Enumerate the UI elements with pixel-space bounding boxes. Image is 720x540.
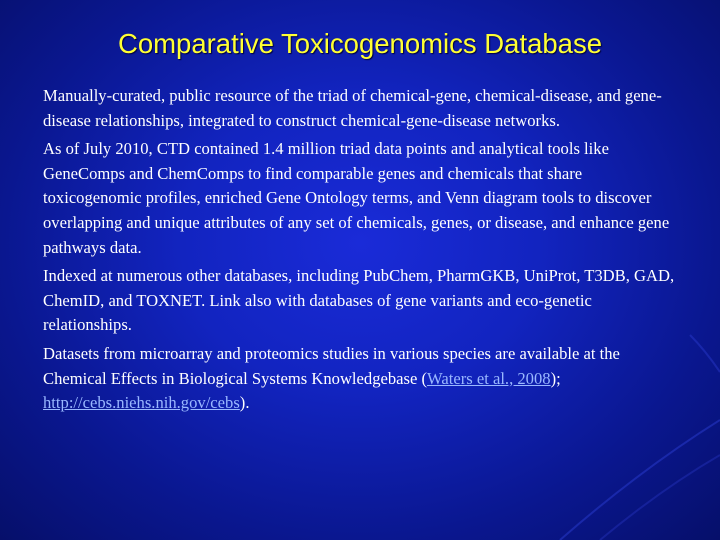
closing-text: ). [239,393,250,413]
paragraph-triad-description: Manually-curated, public resource of the triad of chemical-gene, chemical-disease, and gene-disease relationships, integrated to construct chemical-gene-disease networks. [43,86,662,130]
link-separator: ); [550,368,561,388]
slide-body [43,84,683,420]
datasets-text: Datasets from microarray and proteomics studies in various species are available at the Chemical Effects in Biological Systems Knowledgebase ( [43,343,620,388]
paragraph-data-points: As of July 2010, CTD contained 1.4 million triad data points and analytical tools like GeneComps and ChemComps to find comparable genes and chemicals that share toxicogenomic profiles, enriched Gene Ontology terms, and Venn diagram tools to discover overlapping and unique attributes of any set of chemicals, genes, or disease, and enhance gene pathways data. [43,139,670,257]
slide-title: Comparative Toxicogenomics Database [117,28,603,59]
paragraph-indexed-databases: Indexed at numerous other databases, including PubChem, PharmGKB, UniProt, T3DB, GAD, ChemID, and TOXNET. Link also with databases of gene variants and eco-genetic relationships. [43,266,675,335]
cebs-url-link[interactable]: http://cebs.niehs.nih.gov/cebs [43,393,240,413]
waters-reference-link[interactable]: Waters et al., 2008 [427,368,551,388]
paragraph-datasets [43,342,683,416]
